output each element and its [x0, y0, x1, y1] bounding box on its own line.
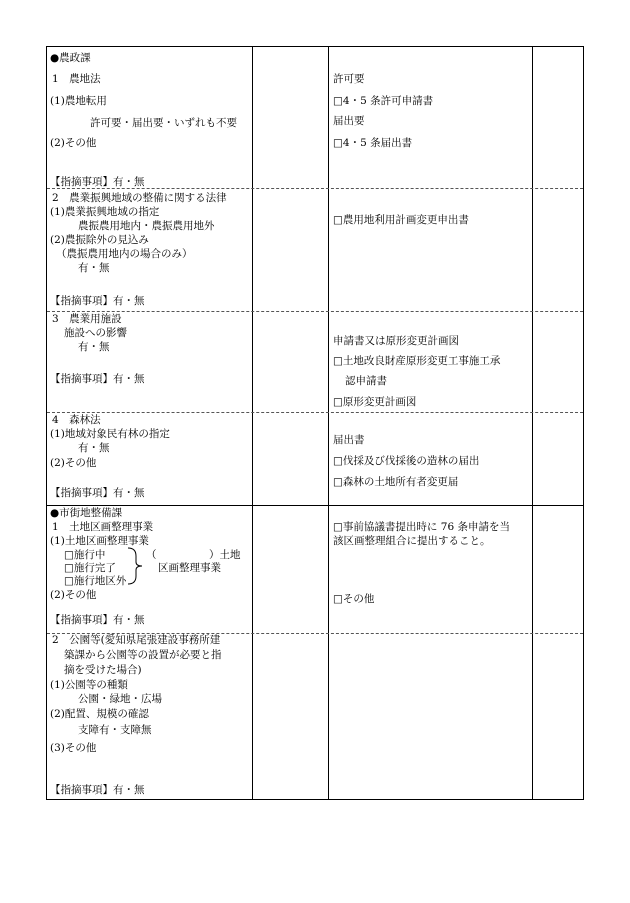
- section-title: 3 農業用施設: [52, 313, 122, 325]
- row-divider: [47, 412, 583, 413]
- item-options: 有・無: [78, 262, 110, 274]
- item-label: (2)配置、規模の確認: [50, 708, 149, 720]
- section-title: 4 森林法: [52, 414, 101, 426]
- item-label: (1)公園等の種類: [50, 679, 128, 691]
- section-title: 1 土地区画整理事業: [52, 521, 154, 533]
- item-label: (1)農地転用: [50, 95, 107, 107]
- requirement-text: □4・5 条許可申請書: [333, 95, 434, 107]
- item-options: 許可要・届出要・いずれも不要: [90, 117, 237, 129]
- finding-label: 【指摘事項】有・無: [50, 784, 145, 796]
- section-title-cont: 摘を受けた場合): [64, 664, 142, 676]
- item-label: (2)その他: [50, 589, 97, 601]
- requirement-text: 届出書: [333, 434, 365, 446]
- status-option: □施行完了: [64, 562, 116, 574]
- row-divider: [47, 311, 583, 312]
- project-name-suffix: 区画整理事業: [158, 562, 221, 574]
- item-note: （農振農用地内の場合のみ）: [56, 248, 193, 260]
- column-divider: [532, 47, 533, 799]
- item-label: (1)土地区画整理事業: [50, 535, 149, 547]
- requirement-text: □4・5 条届出書: [333, 137, 413, 149]
- item-options: 有・無: [78, 341, 110, 353]
- finding-label: 【指摘事項】有・無: [50, 176, 145, 188]
- requirement-text: □土地改良財産原形変更工事施工承: [333, 355, 501, 367]
- requirement-text: 許可要: [333, 73, 365, 85]
- item-label: 施設への影響: [64, 327, 127, 339]
- column-divider: [328, 47, 329, 799]
- item-options: 公園・緑地・広場: [78, 693, 162, 705]
- requirement-text: 申請書又は原形変更計画図: [333, 335, 459, 347]
- item-label: (1)農業振興地域の指定: [50, 206, 160, 218]
- brace-icon: [124, 546, 148, 586]
- item-label: (1)地域対象民有林の指定: [50, 428, 170, 440]
- requirement-text: □伐採及び伐採後の造林の届出: [333, 455, 480, 467]
- requirement-text: □森林の土地所有者変更届: [333, 476, 459, 488]
- finding-label: 【指摘事項】有・無: [50, 487, 145, 499]
- status-option: □施行中: [64, 549, 106, 561]
- finding-label: 【指摘事項】有・無: [50, 373, 145, 385]
- row-divider: [47, 505, 583, 506]
- item-label: (3)その他: [50, 742, 97, 754]
- section-title: 2 公園等(愛知県尾張建設事務所建: [52, 634, 221, 646]
- finding-label: 【指摘事項】有・無: [50, 295, 145, 307]
- item-label: (2)農振除外の見込み: [50, 234, 149, 246]
- requirement-text: □原形変更計画図: [333, 396, 417, 408]
- finding-label: 【指摘事項】有・無: [50, 614, 145, 626]
- requirement-text: □事前協議書提出時に 76 条申請を当: [333, 521, 510, 533]
- requirement-text: 認申請書: [345, 375, 387, 387]
- item-options: 有・無: [78, 442, 110, 454]
- requirement-text: □農用地利用計画変更申出書: [333, 214, 469, 226]
- section-title: 2 農業振興地域の整備に関する法律: [52, 192, 227, 204]
- requirement-text: 届出要: [333, 115, 365, 127]
- item-label: (2)その他: [50, 457, 97, 469]
- item-options: 農振農用地内・農振農用地外: [78, 220, 215, 232]
- section-title: 1 農地法: [52, 73, 101, 85]
- dept-heading: ●農政課: [50, 52, 91, 64]
- status-option: □施行地区外: [64, 575, 127, 587]
- requirement-text: □その他: [333, 593, 375, 605]
- section-title-cont: 築課から公園等の設置が必要と指: [64, 649, 222, 661]
- requirement-text: 該区画整理組合に提出すること。: [333, 535, 491, 547]
- project-name-blank: （ ）土地: [146, 549, 241, 561]
- item-options: 支障有・支障無: [78, 724, 152, 736]
- dept-heading: ●市街地整備課: [50, 507, 123, 519]
- column-divider: [252, 47, 253, 799]
- item-label: (2)その他: [50, 137, 97, 149]
